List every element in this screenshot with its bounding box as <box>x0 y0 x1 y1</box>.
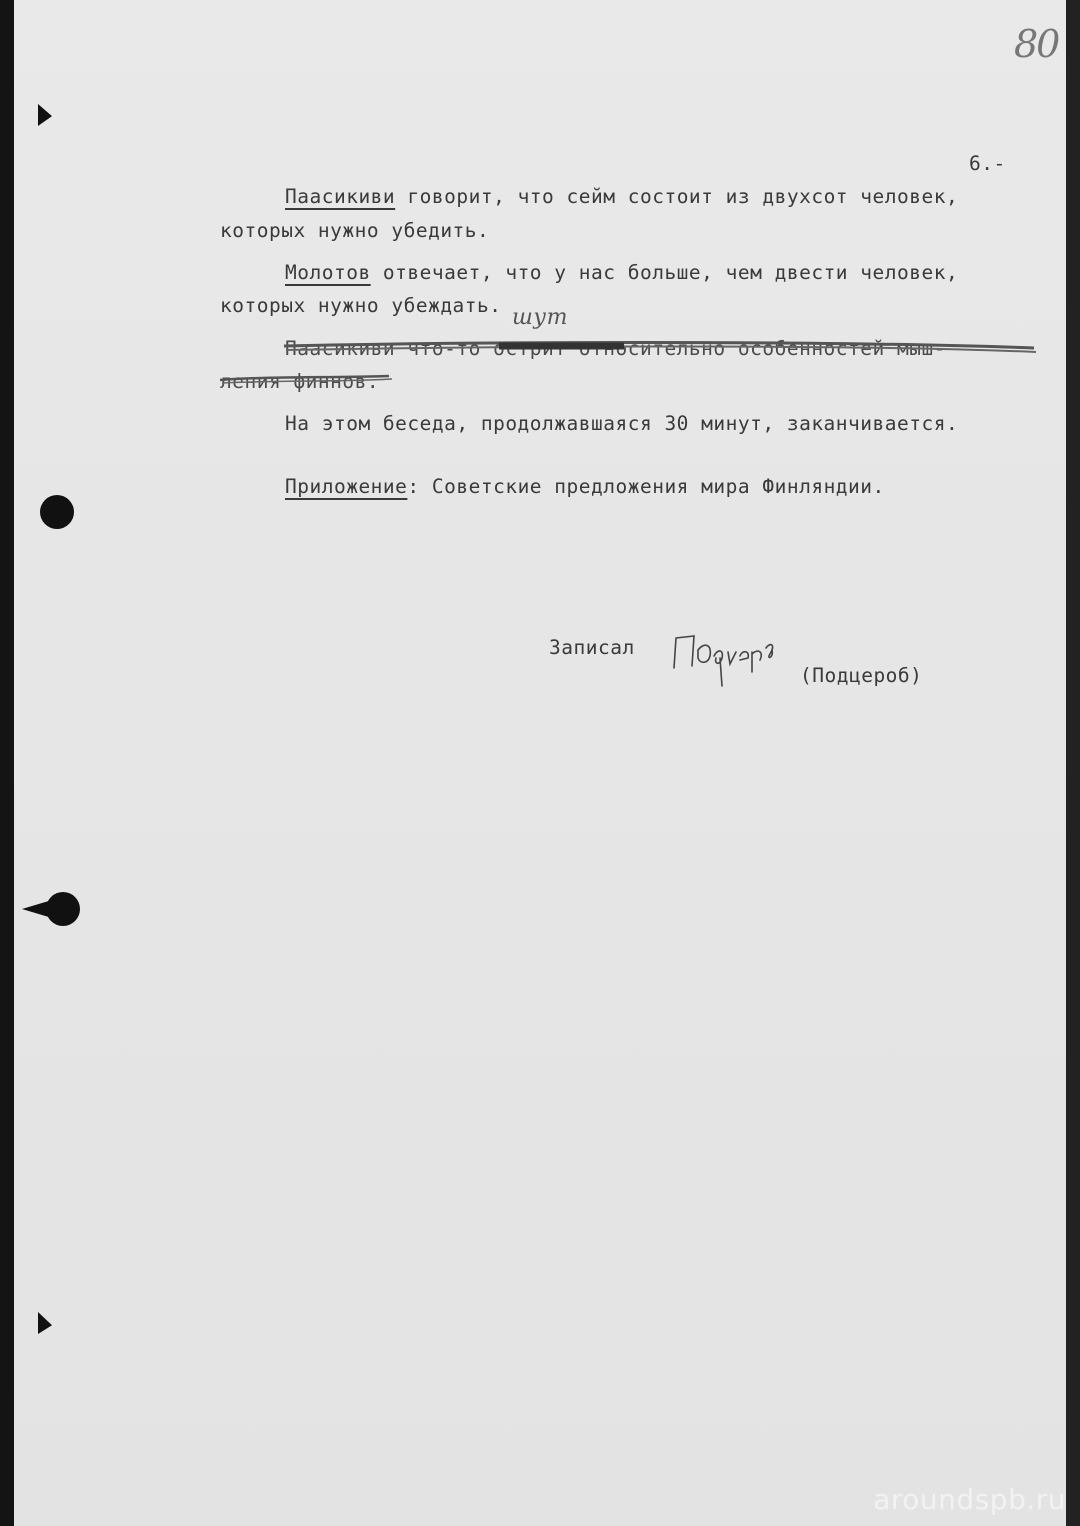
speaker-paasikivi: Паасикиви <box>285 185 396 208</box>
punch-notch-top <box>38 104 52 126</box>
punch-tear <box>22 900 52 918</box>
recorded-by-label: Записал <box>549 636 635 659</box>
handwritten-insertion: шут <box>512 305 568 330</box>
struck-line-2: ления финнов. <box>220 370 380 393</box>
page-number: 6.- <box>969 152 1006 175</box>
handwritten-signature <box>670 628 780 690</box>
recorder-name: (Подцероб) <box>800 664 923 687</box>
punch-notch-bottom <box>38 1312 52 1334</box>
paragraph-1-line-2: которых нужно убедить. <box>220 219 490 242</box>
paragraph-1-line-1 <box>285 187 958 207</box>
closing-line: На этом беседа, продолжавшаяся 30 минут, заканчивается. <box>285 412 959 435</box>
appendix-label: Приложение <box>285 475 408 498</box>
paragraph-2-line-1 <box>285 263 958 283</box>
paragraph-2-text: отвечает, что у нас больше, чем двести человек, <box>370 261 959 284</box>
struck-line-1: Паасикиви что-то острит относительно особенностей мыш- <box>285 337 946 360</box>
speaker-molotov: Молотов <box>285 261 371 284</box>
archive-page-number: 80 <box>1014 22 1059 66</box>
strikethrough-marks <box>214 310 1054 400</box>
paragraph-1-text: говорит, что сейм состоит из двухсот человек, <box>395 185 959 208</box>
appendix-text: : Советские предложения мира Финляндии. <box>407 475 885 498</box>
document-page <box>14 0 1066 1526</box>
scan-edge <box>1066 0 1080 1526</box>
paragraph-2-line-2: которых нужно убеждать. <box>220 294 502 317</box>
watermark: aroundspb.ru <box>873 1483 1066 1516</box>
appendix-line <box>285 477 885 497</box>
punch-hole-upper <box>40 495 74 529</box>
